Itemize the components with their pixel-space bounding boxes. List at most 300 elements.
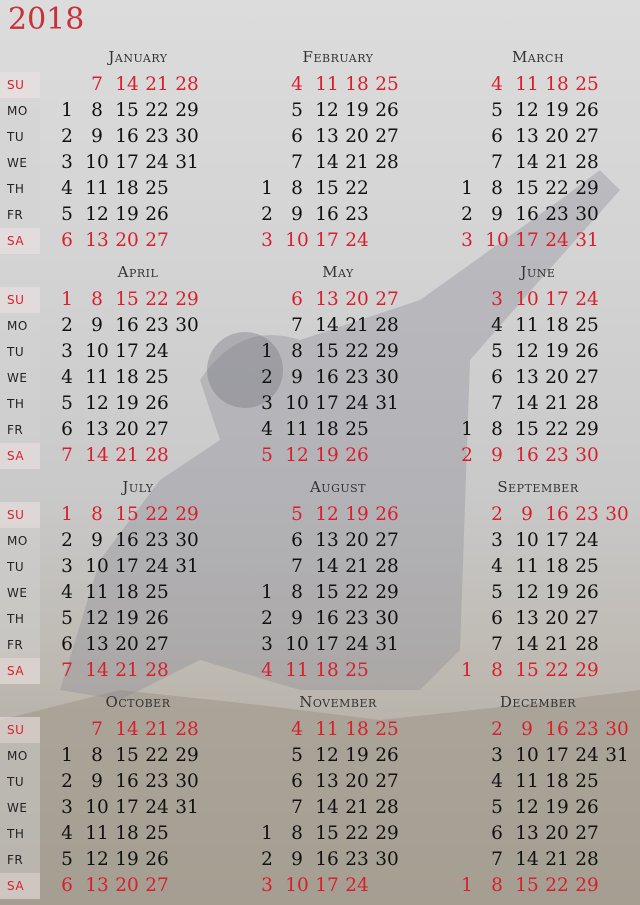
day-cell: 13 bbox=[515, 367, 539, 388]
weekday-row bbox=[440, 176, 636, 202]
day-cell: 28 bbox=[145, 660, 169, 681]
day-cell: 7 bbox=[61, 660, 73, 681]
weekday-row bbox=[440, 339, 636, 365]
weekday-label: MO bbox=[0, 98, 40, 124]
day-cell: 8 bbox=[291, 823, 303, 844]
day-cell: 29 bbox=[575, 178, 599, 199]
day-cell: 3 bbox=[491, 530, 503, 551]
weekday-row bbox=[240, 580, 436, 606]
day-cell: 21 bbox=[145, 74, 169, 95]
day-cell: 23 bbox=[345, 849, 369, 870]
weekday-row bbox=[40, 313, 236, 339]
day-cell: 13 bbox=[515, 608, 539, 629]
weekday-row bbox=[440, 873, 636, 899]
day-cell: 10 bbox=[285, 875, 309, 896]
weekday-row bbox=[40, 795, 236, 821]
day-cell: 11 bbox=[515, 556, 539, 577]
day-cell: 19 bbox=[115, 204, 139, 225]
weekday-row bbox=[40, 632, 236, 658]
weekday-row bbox=[40, 417, 236, 443]
day-cell: 25 bbox=[575, 74, 599, 95]
day-cell: 16 bbox=[545, 504, 569, 525]
weekday-row bbox=[440, 606, 636, 632]
month-september bbox=[440, 478, 636, 688]
day-cell: 30 bbox=[375, 608, 399, 629]
month-name: March bbox=[511, 48, 565, 66]
day-cell: 3 bbox=[491, 745, 503, 766]
day-cell: 5 bbox=[291, 745, 303, 766]
day-cell: 17 bbox=[545, 289, 569, 310]
day-cell: 12 bbox=[515, 797, 539, 818]
day-cell: 18 bbox=[345, 74, 369, 95]
day-cell: 22 bbox=[345, 582, 369, 603]
weekday-row bbox=[40, 228, 236, 254]
day-cell: 2 bbox=[491, 504, 503, 525]
day-cell: 3 bbox=[61, 556, 73, 577]
day-cell: 21 bbox=[345, 315, 369, 336]
day-cell: 4 bbox=[261, 419, 273, 440]
weekday-row bbox=[240, 743, 436, 769]
weekday-row bbox=[440, 795, 636, 821]
day-cell: 1 bbox=[461, 875, 473, 896]
day-cell: 24 bbox=[145, 797, 169, 818]
weekday-row bbox=[440, 98, 636, 124]
day-cell: 22 bbox=[145, 100, 169, 121]
weekday-labels bbox=[0, 287, 40, 469]
day-cell: 8 bbox=[91, 745, 103, 766]
day-cell: 19 bbox=[115, 393, 139, 414]
day-cell: 1 bbox=[261, 178, 273, 199]
day-cell: 16 bbox=[315, 608, 339, 629]
weekday-row bbox=[240, 554, 436, 580]
day-cell: 11 bbox=[515, 771, 539, 792]
weekday-row bbox=[40, 287, 236, 313]
day-cell: 29 bbox=[175, 504, 199, 525]
year-title: 2018 bbox=[8, 2, 85, 37]
weekday-row bbox=[440, 717, 636, 743]
weekday-row bbox=[440, 228, 636, 254]
day-cell: 6 bbox=[291, 289, 303, 310]
day-cell: 11 bbox=[515, 315, 539, 336]
day-cell: 25 bbox=[345, 660, 369, 681]
day-cell: 15 bbox=[515, 419, 539, 440]
weekday-label: TH bbox=[0, 821, 40, 847]
day-cell: 20 bbox=[345, 289, 369, 310]
weekday-row bbox=[440, 554, 636, 580]
day-cell: 1 bbox=[61, 504, 73, 525]
day-cell: 5 bbox=[261, 445, 273, 466]
month-name: November bbox=[299, 693, 377, 711]
weekday-row bbox=[240, 632, 436, 658]
weekday-label: SA bbox=[0, 228, 40, 254]
weekday-label: MO bbox=[0, 528, 40, 554]
day-cell: 23 bbox=[345, 608, 369, 629]
day-cell: 20 bbox=[545, 823, 569, 844]
month-april bbox=[40, 263, 236, 473]
weekday-row bbox=[440, 287, 636, 313]
weekday-row bbox=[40, 202, 236, 228]
day-cell: 2 bbox=[461, 204, 473, 225]
day-cell: 15 bbox=[115, 745, 139, 766]
day-cell: 26 bbox=[375, 100, 399, 121]
day-cell: 9 bbox=[91, 315, 103, 336]
day-cell: 24 bbox=[145, 556, 169, 577]
day-cell: 2 bbox=[261, 849, 273, 870]
day-cell: 26 bbox=[375, 504, 399, 525]
day-cell: 1 bbox=[261, 582, 273, 603]
day-cell: 7 bbox=[291, 315, 303, 336]
weekday-row bbox=[240, 176, 436, 202]
day-cell: 29 bbox=[375, 582, 399, 603]
weekday-labels bbox=[0, 72, 40, 254]
weekday-label: SU bbox=[0, 72, 40, 98]
weekday-row bbox=[440, 72, 636, 98]
day-cell: 7 bbox=[491, 634, 503, 655]
day-cell: 22 bbox=[545, 419, 569, 440]
weekday-label: SA bbox=[0, 443, 40, 469]
weekday-label: FR bbox=[0, 417, 40, 443]
day-cell: 1 bbox=[461, 178, 473, 199]
weekday-row bbox=[240, 72, 436, 98]
day-cell: 23 bbox=[145, 771, 169, 792]
day-cell: 24 bbox=[345, 634, 369, 655]
weekday-row bbox=[40, 554, 236, 580]
weekday-label: TH bbox=[0, 606, 40, 632]
day-cell: 11 bbox=[85, 823, 109, 844]
day-cell: 7 bbox=[291, 556, 303, 577]
day-cell: 30 bbox=[175, 126, 199, 147]
day-cell: 22 bbox=[145, 504, 169, 525]
day-cell: 7 bbox=[91, 74, 103, 95]
weekday-row bbox=[240, 606, 436, 632]
day-cell: 19 bbox=[545, 582, 569, 603]
day-cell: 11 bbox=[85, 178, 109, 199]
day-cell: 2 bbox=[261, 204, 273, 225]
day-cell: 13 bbox=[315, 126, 339, 147]
day-cell: 8 bbox=[491, 875, 503, 896]
day-cell: 28 bbox=[375, 556, 399, 577]
day-cell: 6 bbox=[61, 634, 73, 655]
day-cell: 16 bbox=[315, 204, 339, 225]
weekday-row bbox=[40, 717, 236, 743]
weekday-row bbox=[440, 658, 636, 684]
day-cell: 12 bbox=[85, 849, 109, 870]
day-cell: 30 bbox=[575, 204, 599, 225]
day-cell: 5 bbox=[291, 504, 303, 525]
day-cell: 10 bbox=[85, 797, 109, 818]
day-cell: 11 bbox=[85, 582, 109, 603]
day-cell: 29 bbox=[575, 419, 599, 440]
day-cell: 30 bbox=[605, 504, 629, 525]
day-cell: 25 bbox=[575, 771, 599, 792]
day-cell: 17 bbox=[545, 530, 569, 551]
day-cell: 24 bbox=[575, 289, 599, 310]
day-cell: 6 bbox=[291, 530, 303, 551]
weekday-row bbox=[240, 873, 436, 899]
weekday-row bbox=[240, 717, 436, 743]
day-cell: 27 bbox=[375, 126, 399, 147]
day-cell: 16 bbox=[115, 530, 139, 551]
day-cell: 1 bbox=[261, 341, 273, 362]
day-cell: 21 bbox=[545, 152, 569, 173]
day-cell: 10 bbox=[515, 530, 539, 551]
weekday-label: WE bbox=[0, 795, 40, 821]
day-cell: 19 bbox=[545, 341, 569, 362]
day-cell: 15 bbox=[315, 341, 339, 362]
day-cell: 19 bbox=[115, 849, 139, 870]
day-cell: 25 bbox=[145, 823, 169, 844]
day-cell: 2 bbox=[261, 608, 273, 629]
day-cell: 11 bbox=[315, 719, 339, 740]
weekday-row bbox=[40, 443, 236, 469]
weekday-label: TU bbox=[0, 769, 40, 795]
day-cell: 28 bbox=[175, 74, 199, 95]
month-january bbox=[40, 48, 236, 258]
month-november bbox=[240, 693, 436, 903]
day-cell: 8 bbox=[291, 341, 303, 362]
day-cell: 31 bbox=[375, 393, 399, 414]
day-cell: 13 bbox=[85, 875, 109, 896]
weekday-row bbox=[240, 228, 436, 254]
day-cell: 16 bbox=[515, 445, 539, 466]
day-cell: 9 bbox=[91, 530, 103, 551]
day-cell: 14 bbox=[315, 556, 339, 577]
day-cell: 5 bbox=[491, 341, 503, 362]
day-cell: 25 bbox=[345, 419, 369, 440]
day-cell: 25 bbox=[375, 719, 399, 740]
day-cell: 23 bbox=[345, 204, 369, 225]
day-cell: 7 bbox=[291, 152, 303, 173]
weekday-label: TH bbox=[0, 391, 40, 417]
day-cell: 9 bbox=[491, 204, 503, 225]
month-may bbox=[240, 263, 436, 473]
day-cell: 25 bbox=[575, 315, 599, 336]
weekday-row bbox=[440, 632, 636, 658]
day-cell: 29 bbox=[375, 823, 399, 844]
day-cell: 18 bbox=[315, 660, 339, 681]
day-cell: 26 bbox=[145, 608, 169, 629]
weekday-row bbox=[440, 417, 636, 443]
weekday-label: SU bbox=[0, 287, 40, 313]
day-cell: 17 bbox=[545, 745, 569, 766]
day-cell: 28 bbox=[375, 797, 399, 818]
weekday-label: TH bbox=[0, 176, 40, 202]
day-cell: 4 bbox=[291, 719, 303, 740]
day-cell: 28 bbox=[375, 152, 399, 173]
day-cell: 9 bbox=[291, 849, 303, 870]
day-cell: 19 bbox=[345, 100, 369, 121]
day-cell: 9 bbox=[291, 608, 303, 629]
day-cell: 22 bbox=[545, 875, 569, 896]
day-cell: 22 bbox=[345, 341, 369, 362]
day-cell: 21 bbox=[345, 797, 369, 818]
day-cell: 24 bbox=[345, 230, 369, 251]
day-cell: 14 bbox=[515, 152, 539, 173]
day-cell: 11 bbox=[315, 74, 339, 95]
weekday-row bbox=[40, 176, 236, 202]
day-cell: 23 bbox=[145, 315, 169, 336]
day-cell: 21 bbox=[345, 152, 369, 173]
weekday-row bbox=[440, 202, 636, 228]
day-cell: 9 bbox=[91, 126, 103, 147]
weekday-row bbox=[240, 365, 436, 391]
day-cell: 6 bbox=[491, 367, 503, 388]
day-cell: 30 bbox=[375, 367, 399, 388]
day-cell: 14 bbox=[315, 797, 339, 818]
weekday-label: SU bbox=[0, 717, 40, 743]
day-cell: 8 bbox=[291, 178, 303, 199]
day-cell: 15 bbox=[515, 660, 539, 681]
day-cell: 4 bbox=[491, 771, 503, 792]
day-cell: 9 bbox=[91, 771, 103, 792]
weekday-row bbox=[240, 150, 436, 176]
day-cell: 8 bbox=[91, 289, 103, 310]
day-cell: 20 bbox=[545, 126, 569, 147]
day-cell: 7 bbox=[491, 152, 503, 173]
month-july bbox=[40, 478, 236, 688]
day-cell: 27 bbox=[145, 230, 169, 251]
day-cell: 30 bbox=[605, 719, 629, 740]
weekday-row bbox=[240, 795, 436, 821]
day-cell: 30 bbox=[175, 771, 199, 792]
month-june bbox=[440, 263, 636, 473]
day-cell: 6 bbox=[61, 419, 73, 440]
day-cell: 18 bbox=[545, 74, 569, 95]
day-cell: 21 bbox=[545, 393, 569, 414]
day-cell: 2 bbox=[461, 445, 473, 466]
weekday-row bbox=[40, 743, 236, 769]
day-cell: 27 bbox=[375, 771, 399, 792]
day-cell: 31 bbox=[375, 634, 399, 655]
day-cell: 17 bbox=[315, 634, 339, 655]
weekday-row bbox=[240, 821, 436, 847]
day-cell: 3 bbox=[261, 634, 273, 655]
day-cell: 28 bbox=[575, 849, 599, 870]
day-cell: 17 bbox=[115, 341, 139, 362]
day-cell: 24 bbox=[575, 745, 599, 766]
day-cell: 22 bbox=[345, 823, 369, 844]
day-cell: 22 bbox=[545, 178, 569, 199]
day-cell: 4 bbox=[61, 582, 73, 603]
day-cell: 18 bbox=[115, 582, 139, 603]
day-cell: 12 bbox=[315, 504, 339, 525]
day-cell: 22 bbox=[145, 745, 169, 766]
day-cell: 2 bbox=[491, 719, 503, 740]
day-cell: 26 bbox=[375, 745, 399, 766]
day-cell: 13 bbox=[85, 419, 109, 440]
day-cell: 3 bbox=[491, 289, 503, 310]
day-cell: 9 bbox=[521, 504, 533, 525]
day-cell: 5 bbox=[491, 100, 503, 121]
day-cell: 16 bbox=[545, 719, 569, 740]
day-cell: 3 bbox=[61, 797, 73, 818]
day-cell: 14 bbox=[85, 660, 109, 681]
day-cell: 10 bbox=[285, 230, 309, 251]
day-cell: 16 bbox=[515, 204, 539, 225]
day-cell: 29 bbox=[375, 341, 399, 362]
day-cell: 6 bbox=[491, 823, 503, 844]
day-cell: 19 bbox=[345, 504, 369, 525]
weekday-row bbox=[40, 580, 236, 606]
day-cell: 24 bbox=[345, 393, 369, 414]
day-cell: 8 bbox=[291, 582, 303, 603]
day-cell: 4 bbox=[491, 315, 503, 336]
weekday-label: MO bbox=[0, 743, 40, 769]
day-cell: 29 bbox=[175, 745, 199, 766]
day-cell: 28 bbox=[145, 445, 169, 466]
day-cell: 30 bbox=[375, 849, 399, 870]
day-cell: 16 bbox=[115, 771, 139, 792]
month-name: August bbox=[309, 478, 367, 496]
weekday-row bbox=[240, 528, 436, 554]
day-cell: 21 bbox=[115, 445, 139, 466]
day-cell: 12 bbox=[515, 582, 539, 603]
day-cell: 5 bbox=[61, 608, 73, 629]
day-cell: 8 bbox=[491, 178, 503, 199]
weekday-row bbox=[40, 821, 236, 847]
weekday-row bbox=[40, 72, 236, 98]
day-cell: 16 bbox=[315, 849, 339, 870]
day-cell: 14 bbox=[315, 315, 339, 336]
day-cell: 18 bbox=[545, 556, 569, 577]
day-cell: 15 bbox=[115, 100, 139, 121]
day-cell: 31 bbox=[175, 152, 199, 173]
month-name: April bbox=[117, 263, 159, 281]
day-cell: 27 bbox=[375, 530, 399, 551]
day-cell: 12 bbox=[515, 341, 539, 362]
day-cell: 7 bbox=[91, 719, 103, 740]
day-cell: 13 bbox=[85, 634, 109, 655]
day-cell: 12 bbox=[85, 393, 109, 414]
weekday-row bbox=[440, 365, 636, 391]
day-cell: 24 bbox=[575, 530, 599, 551]
weekday-label: WE bbox=[0, 365, 40, 391]
weekday-labels bbox=[0, 717, 40, 899]
day-cell: 21 bbox=[115, 660, 139, 681]
weekday-row bbox=[240, 769, 436, 795]
day-cell: 13 bbox=[515, 823, 539, 844]
month-name: February bbox=[302, 48, 374, 66]
weekday-row bbox=[40, 606, 236, 632]
month-name: September bbox=[497, 478, 579, 496]
day-cell: 26 bbox=[145, 393, 169, 414]
day-cell: 29 bbox=[575, 660, 599, 681]
day-cell: 12 bbox=[515, 100, 539, 121]
weekday-row bbox=[240, 202, 436, 228]
day-cell: 11 bbox=[85, 367, 109, 388]
day-cell: 5 bbox=[61, 849, 73, 870]
day-cell: 27 bbox=[145, 875, 169, 896]
month-august bbox=[240, 478, 436, 688]
day-cell: 5 bbox=[61, 204, 73, 225]
weekday-row bbox=[240, 847, 436, 873]
day-cell: 11 bbox=[285, 419, 309, 440]
day-cell: 10 bbox=[515, 745, 539, 766]
weekday-label: TU bbox=[0, 554, 40, 580]
day-cell: 6 bbox=[491, 608, 503, 629]
day-cell: 4 bbox=[261, 660, 273, 681]
day-cell: 19 bbox=[545, 797, 569, 818]
day-cell: 25 bbox=[375, 74, 399, 95]
weekday-row bbox=[40, 124, 236, 150]
day-cell: 16 bbox=[115, 126, 139, 147]
day-cell: 24 bbox=[345, 875, 369, 896]
day-cell: 27 bbox=[145, 419, 169, 440]
day-cell: 15 bbox=[315, 582, 339, 603]
day-cell: 9 bbox=[521, 719, 533, 740]
day-cell: 17 bbox=[115, 797, 139, 818]
day-cell: 28 bbox=[175, 719, 199, 740]
